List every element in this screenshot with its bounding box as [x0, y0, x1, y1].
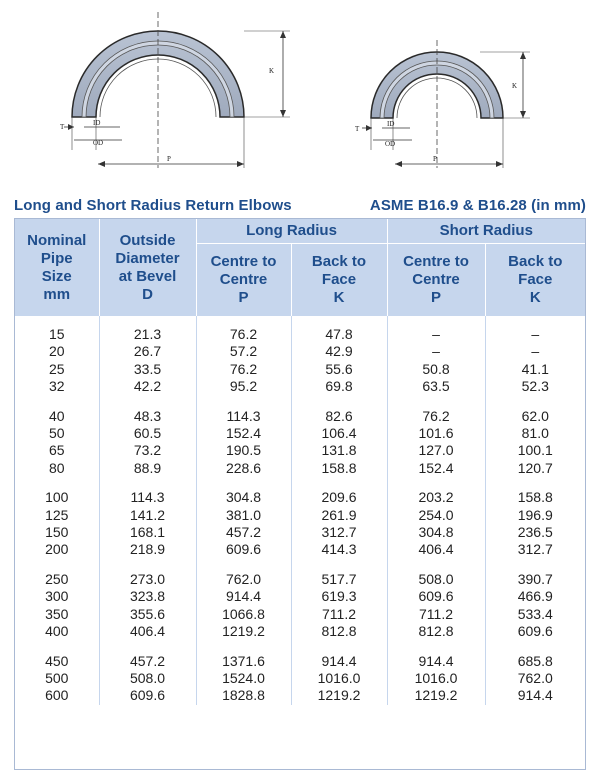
table-cell: 200	[15, 541, 99, 558]
t-label-short: T	[355, 125, 360, 133]
header-long-back-to-face: Back to Face K	[291, 244, 387, 317]
table-cell: 114.3	[99, 489, 196, 506]
header-outside-diameter: Outside Diameter at Bevel D	[99, 219, 196, 316]
table-cell: 158.8	[291, 460, 387, 477]
table-cell: 40	[15, 408, 99, 425]
table-cell: 82.6	[291, 408, 387, 425]
table-cell: –	[531, 343, 540, 360]
table-cell: 152.4	[196, 425, 291, 442]
header-long-centre-to-centre: Centre to Centre P	[196, 244, 291, 317]
table-cell: 457.2	[196, 524, 291, 541]
table-cell: 312.7	[517, 541, 553, 558]
table-cell: 203.2	[387, 489, 485, 506]
table-cell: 261.9	[291, 507, 387, 524]
table-cell: 600	[15, 687, 99, 704]
id-label-short: ID	[387, 120, 395, 128]
table-cell: 914.4	[196, 588, 291, 605]
header-long-radius: Long Radius	[196, 219, 387, 244]
header-nominal-pipe-size: Nominal Pipe Size mm	[15, 219, 99, 316]
table-cell: 114.3	[196, 408, 291, 425]
caption-title: Long and Short Radius Return Elbows	[14, 196, 292, 214]
table-cell: 350	[15, 606, 99, 623]
table-cell: 1828.8	[196, 687, 291, 704]
table-cell: 131.8	[291, 442, 387, 459]
table-cell: 81.0	[521, 425, 549, 442]
table-cell: 508.0	[99, 670, 196, 687]
table-cell: 517.7	[291, 571, 387, 588]
table-row	[15, 378, 585, 395]
table-row	[15, 687, 585, 704]
group-spacer	[15, 641, 585, 653]
table-body	[15, 316, 585, 705]
table-cell: 762.0	[517, 669, 553, 686]
table-cell: 273.0	[99, 571, 196, 588]
group-spacer	[15, 316, 585, 326]
table-cell: 609.6	[99, 687, 196, 704]
od-label: OD	[93, 139, 104, 147]
table-cell: 101.6	[387, 425, 485, 442]
table-cell: 48.3	[99, 408, 196, 425]
table-cell: 218.9	[99, 541, 196, 558]
table-cell: 228.6	[196, 460, 291, 477]
group-spacer	[15, 559, 585, 571]
table-row	[15, 524, 585, 541]
table-cell: 190.5	[196, 442, 291, 459]
table-cell: 100	[15, 489, 99, 506]
table-cell: 41.1	[521, 360, 549, 377]
table-cell: 1016.0	[291, 670, 387, 687]
header-short-centre-to-centre: Centre to Centre P	[387, 244, 485, 317]
table-cell: 914.4	[517, 687, 553, 704]
id-label: ID	[93, 119, 101, 127]
table-cell: 1371.6	[196, 653, 291, 670]
table-cell: 168.1	[99, 524, 196, 541]
table-row	[15, 653, 585, 670]
table-cell: 42.9	[291, 343, 387, 360]
table-cell: 304.8	[196, 489, 291, 506]
table-cell: 685.8	[517, 652, 553, 669]
table-cell: 125	[15, 507, 99, 524]
header-short-radius: Short Radius	[387, 219, 585, 244]
table-cell: 762.0	[196, 571, 291, 588]
table-cell: 76.2	[387, 408, 485, 425]
caption-standard: ASME B16.9 & B16.28 (in mm)	[369, 196, 586, 214]
table-cell: 914.4	[291, 653, 387, 670]
p-label: P	[167, 155, 171, 163]
table-cell: 711.2	[291, 606, 387, 623]
elbow-diagrams	[0, 0, 600, 190]
table-cell: 152.4	[387, 460, 485, 477]
table-cell: 1219.2	[196, 623, 291, 640]
table-row	[15, 489, 585, 506]
table-cell: 47.8	[291, 326, 387, 343]
table-cell: 150	[15, 524, 99, 541]
table-cell: 52.3	[521, 378, 549, 395]
table-cell: 609.6	[387, 588, 485, 605]
table-row	[15, 541, 585, 558]
table-cell: 406.4	[387, 541, 485, 558]
table-row	[15, 507, 585, 524]
table-cell: 609.6	[196, 541, 291, 558]
table-cell: 50.8	[387, 361, 485, 378]
table-cell: 63.5	[387, 378, 485, 395]
table-cell: 609.6	[517, 623, 553, 640]
table-cell: 33.5	[99, 361, 196, 378]
dimensions-table	[14, 218, 586, 770]
table-cell: 812.8	[291, 623, 387, 640]
table-cell: 15	[15, 326, 99, 343]
table-cell: 400	[15, 623, 99, 640]
table-cell: 80	[15, 460, 99, 477]
table-cell: –	[387, 326, 485, 343]
table-cell: 62.0	[521, 407, 549, 424]
table-cell: 120.7	[517, 459, 553, 476]
table-cell: 106.4	[291, 425, 387, 442]
table-cell: 619.3	[291, 588, 387, 605]
table-row	[15, 623, 585, 640]
table-row	[15, 588, 585, 605]
table-cell: 500	[15, 670, 99, 687]
t-label: T	[60, 123, 65, 131]
table-cell: 42.2	[99, 378, 196, 395]
header-short-back-to-face: Back to Face K	[485, 244, 585, 317]
group-spacer	[15, 396, 585, 408]
table-row	[15, 326, 585, 343]
table-cell: 26.7	[99, 343, 196, 360]
k-label-short: K	[512, 82, 518, 90]
table-row	[15, 670, 585, 687]
table-cell: 381.0	[196, 507, 291, 524]
od-label-short: OD	[385, 140, 396, 148]
table-cell: 1016.0	[387, 670, 485, 687]
table-cell: –	[531, 326, 540, 342]
table-row	[15, 606, 585, 623]
p-label-short: P	[433, 155, 437, 163]
table-cell: 414.3	[291, 541, 387, 558]
short-radius-elbow-figure	[355, 40, 530, 168]
table-cell: 73.2	[99, 442, 196, 459]
table-cell: 95.2	[196, 378, 291, 395]
table-row	[15, 425, 585, 442]
table-cell: 127.0	[387, 442, 485, 459]
table-cell: 236.5	[517, 524, 553, 541]
table-cell: 533.4	[517, 605, 553, 622]
table-cell: 450	[15, 653, 99, 670]
table-row	[15, 442, 585, 459]
table-cell: 20	[15, 343, 99, 360]
table-cell: 69.8	[291, 378, 387, 395]
table-cell: 25	[15, 361, 99, 378]
table-row	[15, 361, 585, 378]
table-row	[15, 343, 585, 360]
table-cell: 323.8	[99, 588, 196, 605]
table-cell: 60.5	[99, 425, 196, 442]
table-cell: 57.2	[196, 343, 291, 360]
table-cell: 250	[15, 571, 99, 588]
table-cell: 304.8	[387, 524, 485, 541]
table-row	[15, 571, 585, 588]
table-cell: 312.7	[291, 524, 387, 541]
table-cell: 55.6	[291, 361, 387, 378]
table-row	[15, 408, 585, 425]
table-cell: 76.2	[196, 326, 291, 343]
table-cell: 457.2	[99, 653, 196, 670]
table-cell: 355.6	[99, 606, 196, 623]
table-caption	[14, 194, 586, 216]
table-cell: 711.2	[387, 606, 485, 623]
table-cell: 158.8	[517, 489, 553, 506]
table-cell: 21.3	[99, 326, 196, 343]
table-cell: 65	[15, 442, 99, 459]
table-cell: 914.4	[387, 653, 485, 670]
table-cell: 508.0	[387, 571, 485, 588]
table-cell: –	[387, 343, 485, 360]
long-radius-elbow-figure	[60, 12, 290, 168]
table-cell: 390.7	[517, 570, 553, 587]
table-cell: 406.4	[99, 623, 196, 640]
table-cell: 466.9	[517, 588, 553, 605]
table-cell: 1524.0	[196, 670, 291, 687]
table-cell: 209.6	[291, 489, 387, 506]
table-cell: 1219.2	[291, 687, 387, 704]
table-cell: 88.9	[99, 460, 196, 477]
k-label: K	[269, 67, 275, 75]
table-cell: 141.2	[99, 507, 196, 524]
table-cell: 196.9	[517, 506, 553, 523]
table-cell: 32	[15, 378, 99, 395]
table-cell: 1219.2	[387, 687, 485, 704]
table-cell: 1066.8	[196, 606, 291, 623]
table-cell: 254.0	[387, 507, 485, 524]
group-spacer	[15, 477, 585, 489]
table-cell: 812.8	[387, 623, 485, 640]
table-row	[15, 460, 585, 477]
table-cell: 100.1	[517, 442, 553, 459]
table-cell: 50	[15, 425, 99, 442]
table-cell: 76.2	[196, 361, 291, 378]
table-cell: 300	[15, 588, 99, 605]
